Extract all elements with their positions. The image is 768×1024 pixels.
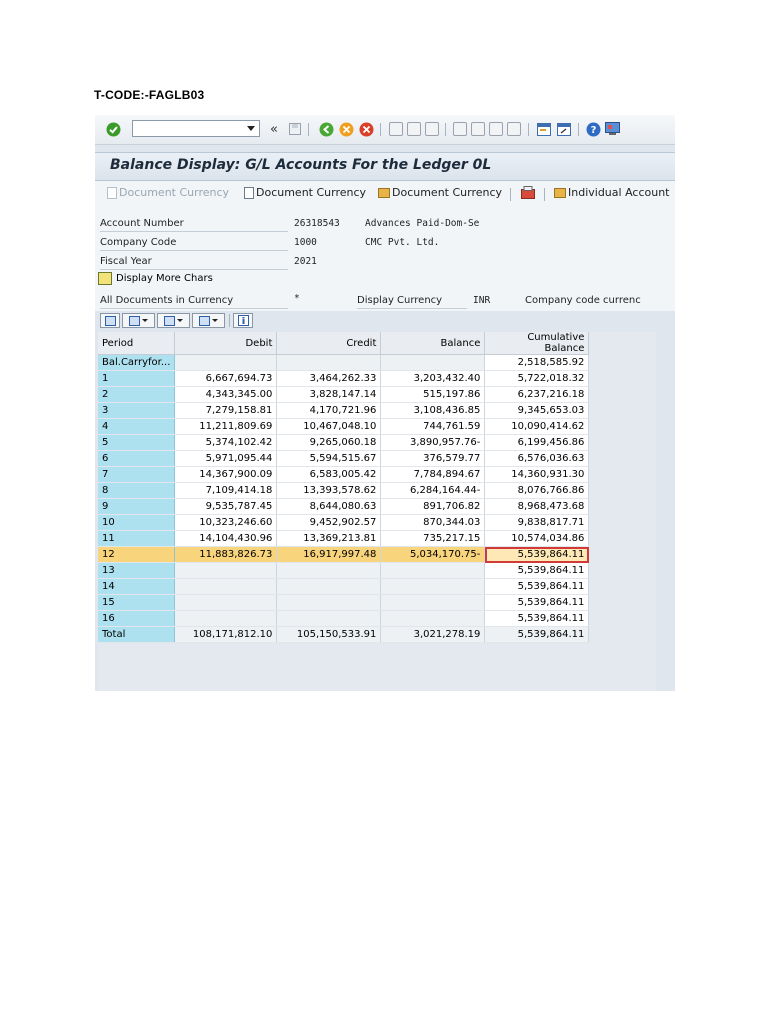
fiscal-year-label: Fiscal Year [100, 256, 152, 267]
account-number-value: 26318543 [294, 218, 340, 229]
amount-cell[interactable]: 7,279,158.81 [175, 403, 277, 419]
sap-window [95, 115, 675, 691]
table-row[interactable] [98, 355, 589, 371]
individual-account-button[interactable] [554, 186, 669, 199]
document-icon [244, 187, 254, 199]
period-cell[interactable]: 11 [98, 531, 175, 547]
standard-toolbar [95, 115, 675, 145]
amount-cell[interactable]: 3,828,147.14 [277, 387, 381, 403]
amount-cell[interactable]: 8,968,473.68 [485, 499, 589, 515]
display-more-chars-button[interactable] [98, 272, 213, 285]
screen-title: Balance Display: G/L Accounts For the Ledger 0L [110, 157, 492, 173]
table-row[interactable] [98, 515, 589, 531]
table-row[interactable] [98, 499, 589, 515]
amount-cell[interactable]: 5,539,864.11 [485, 579, 589, 595]
amount-cell[interactable] [175, 611, 277, 627]
amount-cell[interactable]: 14,360,931.30 [485, 467, 589, 483]
amount-cell[interactable] [175, 579, 277, 595]
layout-menu-button[interactable] [192, 313, 225, 328]
amount-cell[interactable]: 5,971,095.44 [175, 451, 277, 467]
amount-cell[interactable]: 5,594,515.67 [277, 451, 381, 467]
amount-cell[interactable]: 6,237,216.18 [485, 387, 589, 403]
period-cell[interactable]: 4 [98, 419, 175, 435]
amount-cell[interactable]: 13,369,213.81 [277, 531, 381, 547]
amount-cell[interactable] [175, 355, 277, 371]
print-icon[interactable] [389, 121, 403, 137]
amount-cell[interactable]: 4,170,721.96 [277, 403, 381, 419]
view-menu-button[interactable] [122, 313, 155, 328]
underline [100, 250, 288, 251]
button-label: Individual Account [568, 186, 670, 199]
amount-cell[interactable]: 10,323,246.60 [175, 515, 277, 531]
toolbar-separator [528, 123, 529, 136]
view-icon [129, 316, 140, 326]
amount-cell[interactable] [381, 355, 485, 371]
period-cell[interactable]: 12 [98, 547, 175, 563]
amount-cell[interactable]: 6,583,005.42 [277, 467, 381, 483]
underline [100, 269, 288, 270]
table-row[interactable] [98, 451, 589, 467]
last-page-icon[interactable] [507, 121, 521, 137]
amount-cell[interactable]: 5,539,864.11 [485, 627, 589, 643]
toolbar-separator [544, 188, 545, 201]
amount-cell[interactable]: 891,706.82 [381, 499, 485, 515]
amount-cell[interactable]: 5,722,018.32 [485, 371, 589, 387]
dropdown-arrow-icon[interactable] [247, 126, 255, 131]
amount-cell[interactable] [277, 595, 381, 611]
column-header-period[interactable]: Period [98, 332, 175, 355]
export-menu-button[interactable] [157, 313, 190, 328]
toolbar-separator [445, 123, 446, 136]
table-row[interactable] [98, 483, 589, 499]
amount-cell[interactable] [381, 611, 485, 627]
amount-cell[interactable]: 7,109,414.18 [175, 483, 277, 499]
button-label: Document Currency [256, 186, 367, 199]
underline [100, 231, 288, 232]
amount-cell[interactable]: 870,344.03 [381, 515, 485, 531]
info-icon [238, 315, 249, 326]
table-row[interactable] [98, 563, 589, 579]
amount-cell[interactable]: 13,393,578.62 [277, 483, 381, 499]
amount-cell[interactable]: 4,343,345.00 [175, 387, 277, 403]
period-cell[interactable]: 16 [98, 611, 175, 627]
amount-cell[interactable]: 10,467,048.10 [277, 419, 381, 435]
period-cell[interactable]: 9 [98, 499, 175, 515]
folder-icon [554, 188, 566, 198]
amount-cell[interactable]: 6,199,456.86 [485, 435, 589, 451]
document-currency-button-1[interactable] [107, 186, 229, 199]
document-title: T-CODE:-FAGLB03 [94, 88, 205, 102]
previous-page-icon[interactable] [471, 121, 485, 137]
amount-cell[interactable]: 6,284,164.44- [381, 483, 485, 499]
column-header-debit[interactable]: Debit [175, 332, 277, 355]
amount-cell[interactable]: 14,104,430.96 [175, 531, 277, 547]
column-header-cumulative-balance[interactable]: Cumulative Balance [485, 332, 589, 355]
info-button[interactable] [233, 313, 253, 328]
all-documents-value: * [294, 293, 300, 304]
amount-cell[interactable] [277, 611, 381, 627]
help-icon[interactable] [585, 121, 601, 137]
button-label: Document Currency [392, 186, 503, 199]
period-cell[interactable]: 5 [98, 435, 175, 451]
fiscal-year-value: 2021 [294, 256, 317, 267]
application-toolbar [95, 181, 675, 207]
column-header-balance[interactable]: Balance [381, 332, 485, 355]
period-cell[interactable]: 10 [98, 515, 175, 531]
period-cell[interactable]: 2 [98, 387, 175, 403]
export-icon [164, 316, 175, 326]
table-row[interactable] [98, 547, 589, 563]
find-next-icon[interactable] [425, 121, 439, 137]
enter-icon[interactable] [105, 121, 121, 137]
amount-cell[interactable]: 8,644,080.63 [277, 499, 381, 515]
amount-cell[interactable]: 3,021,278.19 [381, 627, 485, 643]
save-icon[interactable] [288, 121, 302, 137]
amount-cell[interactable] [175, 563, 277, 579]
currency-icon [521, 186, 535, 199]
dropdown-arrow-icon [212, 319, 218, 322]
customize-layout-icon[interactable] [604, 121, 620, 137]
amount-cell[interactable]: 5,034,170.75- [381, 547, 485, 563]
company-code-value: 1000 [294, 237, 317, 248]
command-field[interactable] [132, 120, 260, 137]
amount-cell[interactable]: 5,374,102.42 [175, 435, 277, 451]
amount-cell[interactable] [277, 563, 381, 579]
button-label: Document Currency [119, 186, 230, 199]
table-row[interactable] [98, 387, 589, 403]
amount-cell[interactable]: 6,576,036.63 [485, 451, 589, 467]
amount-cell[interactable]: 515,197.86 [381, 387, 485, 403]
folder-icon [378, 188, 390, 198]
period-cell[interactable]: 8 [98, 483, 175, 499]
screen-title-bar [95, 152, 675, 181]
amount-cell[interactable]: 105,150,533.91 [277, 627, 381, 643]
period-cell[interactable]: 7 [98, 467, 175, 483]
column-header-credit[interactable]: Credit [277, 332, 381, 355]
table-header-row [98, 332, 589, 355]
underline [100, 308, 288, 309]
amount-cell[interactable]: 3,464,262.33 [277, 371, 381, 387]
period-cell[interactable]: 3 [98, 403, 175, 419]
period-cell[interactable]: 13 [98, 563, 175, 579]
amount-cell[interactable] [277, 355, 381, 371]
exit-icon[interactable] [338, 121, 354, 137]
dropdown-arrow-icon [142, 319, 148, 322]
amount-cell[interactable]: 5,539,864.11 [485, 563, 589, 579]
amount-cell[interactable]: 5,539,864.11 [485, 611, 589, 627]
amount-cell[interactable]: 8,076,766.86 [485, 483, 589, 499]
amount-cell[interactable]: 3,890,957.76- [381, 435, 485, 451]
toolbar-separator [229, 314, 230, 327]
toolbar-separator [308, 123, 309, 136]
amount-cell[interactable]: 14,367,900.09 [175, 467, 277, 483]
period-cell[interactable]: Bal.Carryfor... [98, 355, 175, 371]
amount-cell[interactable]: 3,108,436.85 [381, 403, 485, 419]
table-row[interactable] [98, 435, 589, 451]
all-documents-label: All Documents in Currency [100, 295, 234, 306]
grid-toolbar [98, 311, 675, 331]
table-row[interactable] [98, 627, 589, 643]
company-name: CMC Pvt. Ltd. [365, 237, 440, 248]
toolbar-separator [380, 123, 381, 136]
table-row[interactable] [98, 531, 589, 547]
amount-cell[interactable]: 5,539,864.11 [485, 547, 589, 563]
amount-cell[interactable] [175, 595, 277, 611]
table-row[interactable] [98, 403, 589, 419]
account-description: Advances Paid-Dom-Se [365, 218, 480, 229]
amount-cell[interactable]: 2,518,585.92 [485, 355, 589, 371]
balance-grid [98, 332, 656, 691]
document-currency-button-2[interactable] [244, 186, 366, 199]
shortcut-icon[interactable] [556, 121, 572, 137]
amount-cell[interactable]: 9,535,787.45 [175, 499, 277, 515]
table-row[interactable] [98, 419, 589, 435]
table-row[interactable] [98, 611, 589, 627]
print-grid-button[interactable] [100, 313, 120, 328]
amount-cell[interactable]: 9,452,902.57 [277, 515, 381, 531]
layout-icon [199, 316, 210, 326]
period-cell[interactable]: 6 [98, 451, 175, 467]
amount-cell[interactable]: 9,345,653.03 [485, 403, 589, 419]
amount-cell[interactable] [381, 579, 485, 595]
display-currency-value: INR [473, 295, 491, 306]
header-form [95, 207, 675, 311]
svg-text:?: ? [590, 124, 596, 136]
period-cell[interactable]: 15 [98, 595, 175, 611]
amount-cell[interactable]: 6,667,694.73 [175, 371, 277, 387]
amount-cell[interactable]: 744,761.59 [381, 419, 485, 435]
document-currency-button-3[interactable] [378, 186, 502, 199]
amount-cell[interactable] [381, 563, 485, 579]
period-cell[interactable]: 14 [98, 579, 175, 595]
currency-icon-button[interactable] [521, 186, 535, 199]
find-icon[interactable] [407, 121, 421, 137]
amount-cell[interactable] [277, 579, 381, 595]
table-row[interactable] [98, 371, 589, 387]
amount-cell[interactable]: 11,883,826.73 [175, 547, 277, 563]
history-back-icon[interactable]: « [270, 121, 278, 137]
amount-cell[interactable]: 108,171,812.10 [175, 627, 277, 643]
printer-icon [105, 316, 116, 326]
company-code-label: Company Code [100, 237, 177, 248]
amount-cell[interactable]: 9,265,060.18 [277, 435, 381, 451]
first-page-icon[interactable] [453, 121, 467, 137]
table-row[interactable] [98, 579, 589, 595]
cancel-icon[interactable] [358, 121, 374, 137]
next-page-icon[interactable] [489, 121, 503, 137]
amount-cell[interactable]: 9,838,817.71 [485, 515, 589, 531]
button-label: Display More Chars [116, 273, 213, 284]
table-row[interactable] [98, 467, 589, 483]
back-icon[interactable] [318, 121, 334, 137]
amount-cell[interactable]: 11,211,809.69 [175, 419, 277, 435]
period-cell[interactable]: 1 [98, 371, 175, 387]
underline [357, 308, 467, 309]
new-session-icon[interactable] [536, 121, 552, 137]
amount-cell[interactable]: 7,784,894.67 [381, 467, 485, 483]
amount-cell[interactable]: 376,579.77 [381, 451, 485, 467]
toolbar-separator [510, 188, 511, 201]
company-code-currency-label: Company code currenc [525, 295, 641, 306]
period-cell[interactable]: Total [98, 627, 175, 643]
amount-cell[interactable]: 10,574,034.86 [485, 531, 589, 547]
account-number-label: Account Number [100, 218, 184, 229]
display-currency-label: Display Currency [357, 295, 443, 306]
document-icon [107, 187, 117, 199]
table-row[interactable] [98, 595, 589, 611]
amount-cell[interactable]: 735,217.15 [381, 531, 485, 547]
amount-cell[interactable]: 3,203,432.40 [381, 371, 485, 387]
amount-cell[interactable] [381, 595, 485, 611]
toolbar-separator [578, 123, 579, 136]
amount-cell[interactable]: 16,917,997.48 [277, 547, 381, 563]
balance-table [98, 332, 589, 643]
amount-cell[interactable]: 5,539,864.11 [485, 595, 589, 611]
amount-cell[interactable]: 10,090,414.62 [485, 419, 589, 435]
display-more-icon [98, 272, 112, 285]
dropdown-arrow-icon [177, 319, 183, 322]
